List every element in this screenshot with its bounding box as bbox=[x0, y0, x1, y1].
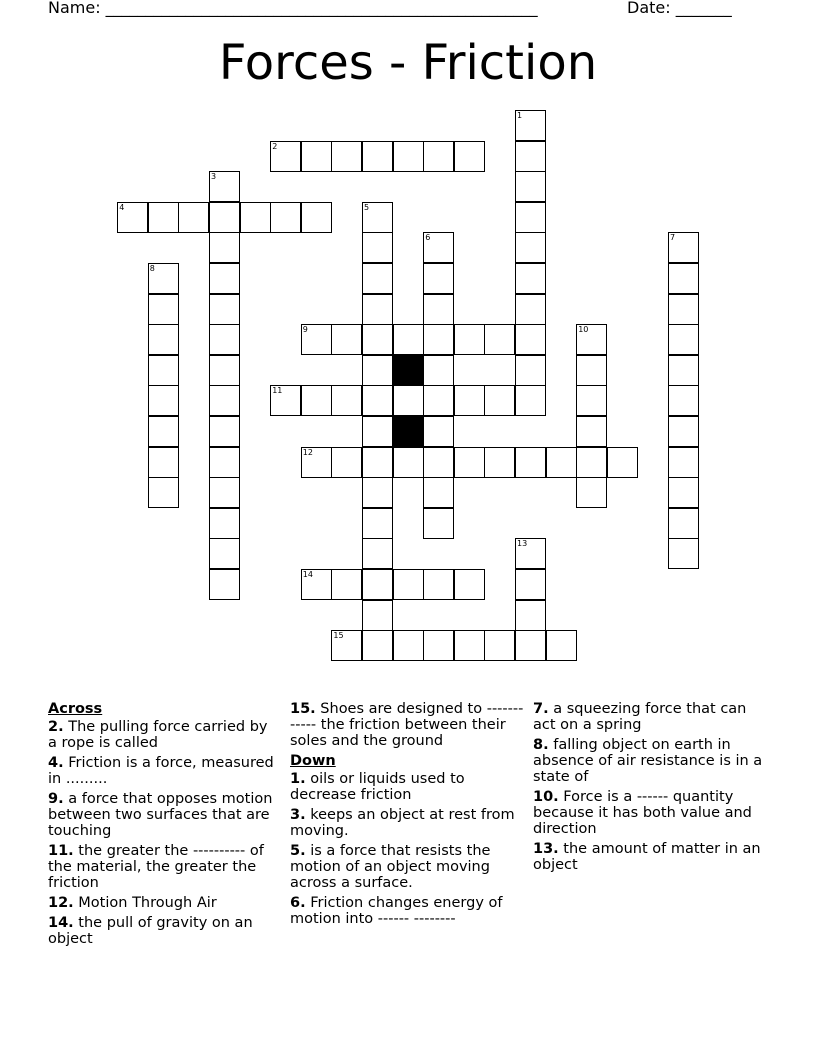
clue-text: a force that opposes motion between two surfaces that are touching bbox=[48, 791, 273, 839]
down-heading: Down bbox=[290, 753, 336, 769]
clue-number: 10. bbox=[533, 789, 559, 805]
clue-number-label: 4 bbox=[119, 202, 125, 212]
grid-cell[interactable] bbox=[515, 263, 546, 294]
clue-down-3 bbox=[290, 807, 528, 839]
grid-cell[interactable] bbox=[515, 171, 546, 202]
grid-cell[interactable] bbox=[362, 294, 393, 325]
grid-cell[interactable] bbox=[576, 355, 607, 386]
name-line: Name: ______________________________________________________ bbox=[48, 0, 538, 17]
grid-cell[interactable] bbox=[576, 385, 607, 416]
grid-cell[interactable] bbox=[362, 538, 393, 569]
clue-across-11 bbox=[48, 843, 278, 891]
clue-text: falling object on earth in absence of air resistance is in a state of bbox=[533, 737, 763, 785]
grid-cell[interactable] bbox=[423, 141, 454, 172]
grid-cell[interactable] bbox=[515, 355, 546, 386]
grid-cell[interactable] bbox=[576, 416, 607, 447]
grid-cell[interactable] bbox=[515, 202, 546, 233]
grid-cell[interactable] bbox=[484, 385, 515, 416]
clue-across-4 bbox=[48, 755, 278, 787]
grid-block bbox=[393, 416, 424, 447]
clue-text: Force is a ------ quantity because it has both value and direction bbox=[533, 789, 752, 837]
clue-down-6 bbox=[290, 895, 528, 927]
page-title: Forces - Friction bbox=[218, 35, 598, 91]
grid-cell[interactable] bbox=[668, 355, 699, 386]
grid-cell[interactable] bbox=[362, 141, 393, 172]
grid-cell[interactable] bbox=[454, 447, 485, 478]
grid-cell[interactable] bbox=[423, 294, 454, 325]
clue-text: Shoes are designed to ------------ the friction between their soles and the ground bbox=[290, 701, 524, 749]
clue-across-9 bbox=[48, 791, 278, 839]
grid-cell[interactable] bbox=[423, 508, 454, 539]
grid-cell[interactable] bbox=[148, 477, 179, 508]
grid-cell[interactable] bbox=[607, 447, 638, 478]
grid-cell[interactable] bbox=[668, 294, 699, 325]
clue-number-label: 15 bbox=[333, 631, 344, 641]
grid-cell[interactable] bbox=[209, 447, 240, 478]
grid-cell[interactable] bbox=[331, 447, 362, 478]
grid-cell[interactable] bbox=[209, 508, 240, 539]
clue-number-label: 2 bbox=[272, 141, 278, 151]
grid-cell[interactable] bbox=[362, 447, 393, 478]
grid-cell[interactable] bbox=[668, 416, 699, 447]
grid-cell[interactable] bbox=[576, 477, 607, 508]
grid-cell[interactable] bbox=[209, 232, 240, 263]
clue-number-label: 8 bbox=[149, 264, 155, 273]
grid-cell[interactable] bbox=[515, 294, 546, 325]
clue-number-label: 6 bbox=[425, 233, 431, 243]
grid-cell[interactable] bbox=[362, 508, 393, 539]
grid-cell[interactable] bbox=[331, 324, 362, 355]
clue-number-label: 11 bbox=[272, 386, 283, 396]
grid-cell[interactable] bbox=[393, 141, 424, 172]
clue-text: the amount of matter in an object bbox=[533, 841, 761, 873]
clues-column-2 bbox=[290, 701, 528, 931]
grid-cell[interactable] bbox=[362, 416, 393, 447]
grid-cell[interactable] bbox=[423, 385, 454, 416]
clue-number: 14. bbox=[48, 915, 74, 931]
grid-cell[interactable] bbox=[515, 232, 546, 263]
grid-cell[interactable] bbox=[423, 355, 454, 386]
grid-cell[interactable] bbox=[148, 294, 179, 325]
grid-cell[interactable] bbox=[423, 477, 454, 508]
grid-cell[interactable] bbox=[515, 324, 546, 355]
grid-cell[interactable] bbox=[301, 141, 332, 172]
grid-cell[interactable] bbox=[423, 263, 454, 294]
clues-column-3 bbox=[533, 701, 768, 877]
clue-down-13 bbox=[533, 841, 768, 873]
grid-cell[interactable] bbox=[209, 202, 240, 233]
clue-number: 2. bbox=[48, 719, 64, 735]
clue-text: the pull of gravity on an object bbox=[48, 915, 253, 947]
grid-cell[interactable] bbox=[484, 630, 515, 661]
grid-cell[interactable] bbox=[331, 569, 362, 600]
grid-cell[interactable] bbox=[209, 477, 240, 508]
grid-cell[interactable] bbox=[301, 385, 332, 416]
grid-cell[interactable] bbox=[515, 141, 546, 172]
clue-text: The pulling force carried by a rope is called bbox=[48, 719, 268, 751]
clue-across-14 bbox=[48, 915, 278, 947]
grid-cell[interactable] bbox=[362, 324, 393, 355]
grid-cell[interactable] bbox=[668, 324, 699, 355]
grid-cell[interactable] bbox=[423, 447, 454, 478]
grid-cell[interactable] bbox=[454, 324, 485, 355]
grid-cell[interactable] bbox=[209, 569, 240, 600]
clue-number: 13. bbox=[533, 841, 559, 857]
grid-cell[interactable] bbox=[454, 385, 485, 416]
across-heading: Across bbox=[48, 701, 103, 717]
grid-cell[interactable] bbox=[209, 263, 240, 294]
grid-cell[interactable] bbox=[209, 538, 240, 569]
grid-cell[interactable] bbox=[393, 324, 424, 355]
clue-across-15 bbox=[290, 701, 528, 749]
grid-cell[interactable] bbox=[484, 447, 515, 478]
grid-cell[interactable] bbox=[393, 630, 424, 661]
grid-cell[interactable] bbox=[393, 447, 424, 478]
grid-cell[interactable] bbox=[362, 477, 393, 508]
clue-number-label: 10 bbox=[578, 325, 589, 335]
clue-down-10 bbox=[533, 789, 768, 837]
clue-number-label: 13 bbox=[517, 539, 528, 549]
clue-text: Friction is a force, measured in ......... bbox=[48, 755, 274, 787]
grid-cell[interactable] bbox=[148, 355, 179, 386]
clue-number: 4. bbox=[48, 755, 64, 771]
clue-number-label: 1 bbox=[517, 111, 523, 120]
clue-text: oils or liquids used to decrease friction bbox=[290, 771, 465, 803]
grid-cell[interactable] bbox=[515, 569, 546, 600]
grid-cell[interactable] bbox=[362, 263, 393, 294]
grid-cell[interactable] bbox=[178, 202, 209, 233]
grid-cell[interactable] bbox=[668, 263, 699, 294]
grid-cell[interactable] bbox=[362, 569, 393, 600]
clue-number: 9. bbox=[48, 791, 64, 807]
clue-number-label: 14 bbox=[302, 570, 313, 579]
clue-number-label: 9 bbox=[302, 325, 308, 335]
date-line: Date: _______ bbox=[627, 0, 732, 17]
clue-down-8 bbox=[533, 737, 768, 785]
grid-cell[interactable] bbox=[331, 141, 362, 172]
clue-number: 7. bbox=[533, 701, 549, 717]
clue-text: keeps an object at rest from moving. bbox=[290, 807, 515, 839]
clue-across-12 bbox=[48, 895, 278, 911]
grid-cell[interactable] bbox=[362, 630, 393, 661]
clue-number-label: 3 bbox=[211, 172, 217, 182]
grid-cell[interactable] bbox=[454, 569, 485, 600]
clue-text: the greater the ---------- of the material, the greater the friction bbox=[48, 843, 264, 891]
grid-cell[interactable] bbox=[423, 630, 454, 661]
grid-cell[interactable] bbox=[454, 141, 485, 172]
clue-number-label: 5 bbox=[364, 202, 370, 212]
grid-cell[interactable] bbox=[362, 355, 393, 386]
clue-text: a squeezing force that can act on a spring bbox=[533, 701, 747, 733]
grid-cell[interactable] bbox=[668, 538, 699, 569]
clue-text: is a force that resists the motion of an object moving across a surface. bbox=[290, 843, 491, 891]
grid-cell[interactable] bbox=[209, 355, 240, 386]
grid-cell[interactable] bbox=[331, 385, 362, 416]
grid-cell[interactable] bbox=[393, 569, 424, 600]
clue-text: Friction changes energy of motion into ------ -------- bbox=[290, 895, 503, 927]
clue-number: 5. bbox=[290, 843, 306, 859]
grid-cell[interactable] bbox=[668, 447, 699, 478]
grid-cell[interactable] bbox=[148, 385, 179, 416]
clue-across-2 bbox=[48, 719, 278, 751]
grid-cell[interactable] bbox=[362, 385, 393, 416]
grid-cell[interactable] bbox=[209, 416, 240, 447]
clue-number-label: 7 bbox=[670, 233, 676, 243]
grid-cell[interactable] bbox=[668, 385, 699, 416]
clue-number: 8. bbox=[533, 737, 549, 753]
grid-cell[interactable] bbox=[546, 447, 577, 478]
grid-cell[interactable] bbox=[546, 630, 577, 661]
grid-cell[interactable] bbox=[668, 508, 699, 539]
grid-cell[interactable] bbox=[148, 416, 179, 447]
grid-cell[interactable] bbox=[270, 202, 301, 233]
grid-cell[interactable] bbox=[362, 600, 393, 631]
clue-number: 15. bbox=[290, 701, 316, 717]
grid-cell[interactable] bbox=[484, 324, 515, 355]
grid-cell[interactable] bbox=[515, 630, 546, 661]
grid-cell[interactable] bbox=[148, 447, 179, 478]
grid-cell[interactable] bbox=[209, 324, 240, 355]
grid-cell[interactable] bbox=[209, 294, 240, 325]
grid-cell[interactable] bbox=[515, 600, 546, 631]
grid-cell[interactable] bbox=[362, 232, 393, 263]
grid-cell[interactable] bbox=[423, 416, 454, 447]
clue-number: 12. bbox=[48, 895, 74, 911]
grid-cell[interactable] bbox=[240, 202, 271, 233]
clue-text: Motion Through Air bbox=[78, 895, 217, 911]
clue-down-7 bbox=[533, 701, 768, 733]
grid-cell[interactable] bbox=[423, 569, 454, 600]
grid-block bbox=[393, 355, 424, 386]
grid-cell[interactable] bbox=[148, 202, 179, 233]
grid-cell[interactable] bbox=[393, 385, 424, 416]
grid-cell[interactable] bbox=[148, 324, 179, 355]
clue-number-label: 12 bbox=[302, 447, 313, 457]
grid-cell[interactable] bbox=[454, 630, 485, 661]
grid-cell[interactable] bbox=[209, 385, 240, 416]
grid-cell[interactable] bbox=[423, 324, 454, 355]
clue-number: 3. bbox=[290, 807, 306, 823]
clues-column-1 bbox=[48, 701, 278, 951]
grid-cell[interactable] bbox=[301, 202, 332, 233]
clue-number: 6. bbox=[290, 895, 306, 911]
grid-cell[interactable] bbox=[515, 385, 546, 416]
clue-number: 1. bbox=[290, 771, 306, 787]
clue-down-1 bbox=[290, 771, 528, 803]
grid-cell[interactable] bbox=[668, 477, 699, 508]
grid-cell[interactable] bbox=[576, 447, 607, 478]
grid-cell[interactable] bbox=[515, 447, 546, 478]
clue-number: 11. bbox=[48, 843, 74, 859]
clue-down-5 bbox=[290, 843, 528, 891]
